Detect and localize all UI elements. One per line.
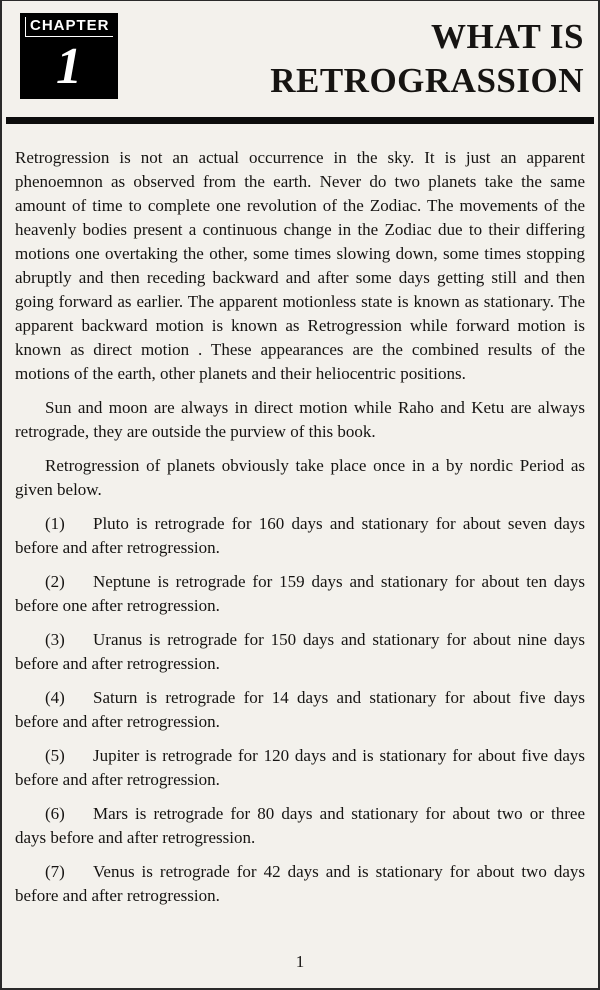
list-item-number: (4) <box>45 687 65 707</box>
list-item <box>15 744 585 792</box>
list-item <box>15 686 585 734</box>
page-title <box>270 15 584 103</box>
list-item-number: (7) <box>45 861 65 881</box>
list-item-text: Venus is retrograde for 42 days and is stationary for about two days before and after retrogression. <box>15 861 585 905</box>
list-item <box>15 512 585 560</box>
list-item-text: Uranus is retrograde for 150 days and stationary for about nine days before and after retrogression. <box>15 629 585 673</box>
list-item-number: (6) <box>45 803 65 823</box>
list-item-text: Jupiter is retrograde for 120 days and is stationary for about five days before and after retrogression. <box>15 745 585 789</box>
paragraph: Retrogression of planets obviously take place once in a by nordic Period as given below. <box>15 455 585 499</box>
list-item-text: Mars is retrograde for 80 days and stationary for about two or three days before and after retrogression. <box>15 803 585 847</box>
list-item-text: Neptune is retrograde for 159 days and stationary for about ten days before one after retrogression. <box>15 571 585 615</box>
header-rule <box>6 117 594 124</box>
page-header <box>2 1 598 103</box>
chapter-box <box>20 13 118 99</box>
list-item-number: (5) <box>45 745 65 765</box>
list-item <box>15 802 585 850</box>
title-line-1: WHAT IS <box>431 17 584 56</box>
chapter-number: 1 <box>56 38 82 95</box>
list-item <box>15 860 585 908</box>
page-number: 1 <box>295 952 305 971</box>
list-item-number: (2) <box>45 571 65 591</box>
list-item-number: (3) <box>45 629 65 649</box>
paragraph: Retrogression is not an actual occurrence in the sky. It is just an apparent phenoemnon as observed from the earth. Never do two planets take the same amount of time to complete one revolution of the Zodiac. The movements of the heavenly bodies present a continuous change in the Zodiac due to their differing motions one overtaking the other, some times slowing down, some times stopping abruptly and then receding backward and after some days getting still and then going forward as earlier. The apparent motionless state is known as stationary. The apparent backward motion is known as Retrogression while forward motion is known as direct motion . These appearances are the combined results of the motions of the earth, other planets and their heliocentric positions. <box>15 147 585 383</box>
chapter-label: CHAPTER <box>25 17 113 37</box>
page-content <box>2 124 598 908</box>
title-line-2: RETROGRASSION <box>270 60 584 100</box>
list-item-number: (1) <box>45 513 65 533</box>
list-item <box>15 570 585 618</box>
list-item-text: Pluto is retrograde for 160 days and stationary for about seven days before and after retrogression. <box>15 513 585 557</box>
list-item <box>15 628 585 676</box>
list-item-text: Saturn is retrograde for 14 days and stationary for about five days before and after retrogression. <box>15 687 585 731</box>
paragraph: Sun and moon are always in direct motion while Raho and Ketu are always retrograde, they are outside the purview of this book. <box>15 397 585 441</box>
